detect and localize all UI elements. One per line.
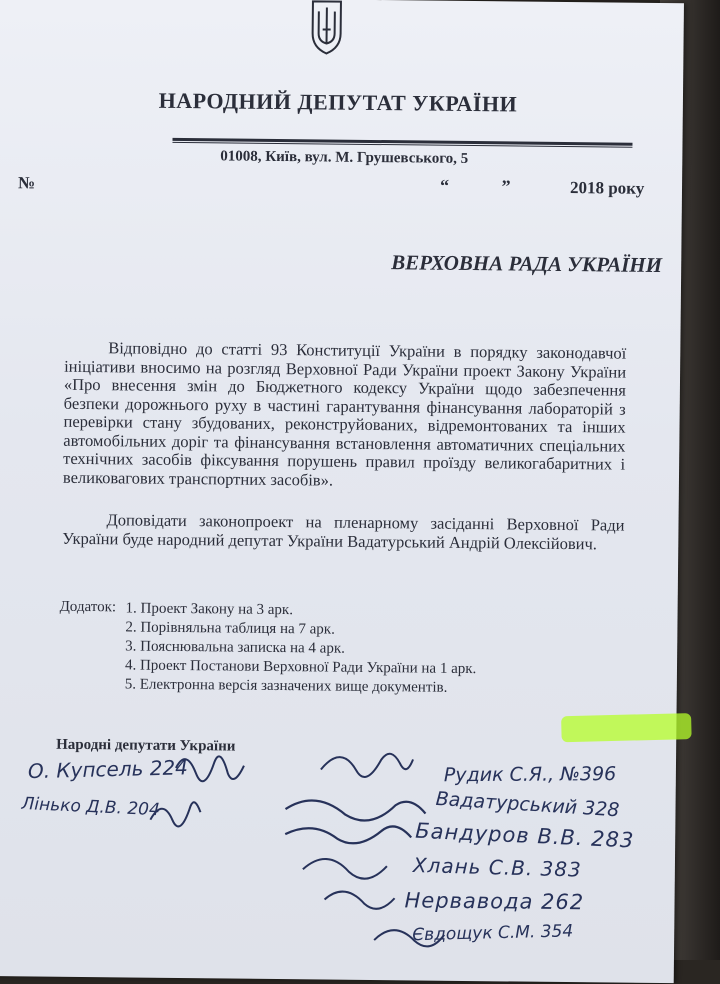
attachment-item: 5. Електронна версія зазначених вище документів.	[124, 676, 448, 696]
letterhead-address: 01008, Київ, вул. М. Грушевського, 5	[220, 148, 469, 167]
handwritten-signature: Хлань С.В. 383	[412, 852, 583, 882]
signatures-heading: Народні депутати України	[56, 736, 236, 755]
highlighter-mark	[561, 713, 692, 742]
attachment-item: 1. Проект Закону на 3 арк.	[125, 600, 294, 619]
letterhead-title: НАРОДНИЙ ДЕПУТАТ УКРАЇНИ	[158, 87, 518, 117]
addressee: ВЕРХОВНА РАДА УКРАЇНИ	[391, 250, 663, 278]
attachment-item: 3. Пояснювальна записка на 4 арк.	[125, 638, 346, 657]
attachments-list	[125, 599, 477, 698]
handwritten-signature: Нервавода 262	[404, 888, 585, 915]
handwritten-signature: Бандуров В.В. 283	[414, 818, 635, 853]
handwritten-signature: О. Купсель 224	[27, 755, 189, 784]
handwritten-signature: Євдощук С.М. 354	[411, 921, 574, 946]
handwritten-signature: Рудик С.Я., №396	[443, 763, 617, 787]
trident-emblem-icon	[308, 0, 345, 56]
attachment-item: 2. Порівняльна таблиця на 7 арк.	[125, 619, 335, 638]
document-year: 2018 року	[569, 178, 645, 198]
date-quotes: “ ”	[439, 175, 535, 197]
handwritten-signature: Вадатурський 328	[435, 787, 621, 822]
attachment-item: 4. Проект Постанови Верховної Ради України на 1 арк.	[124, 657, 477, 678]
document-number-label: №	[17, 173, 36, 193]
attachments-label: Додаток:	[59, 598, 117, 616]
body-paragraph-2: Доповідати законопроект на пленарному засіданні Верховної Ради України буде народний депутат України Вадатурський Андрій Олексійович.	[62, 510, 625, 553]
handwritten-signature: Лінько Д.В. 204	[21, 793, 161, 821]
body-paragraph-1: Відповідно до статті 93 Конституції України в порядку законодавчої ініціативи вносимо на розгляд Верховної Ради України проект Закону України «Про внесення змін до Бюджетного кодексу України щодо забезпечення безпеки дорожнього руху в частині гарантування фінансування лабораторій з перевірки стану збудованих, реконструйованих, відремонтованих та інших автомобільних доріг та фінансування встановлення автоматичних спеціальних технічних засобів фіксування порушень правил проїзду великогабаритних і великовагових транспортних засобів».	[62, 338, 627, 490]
